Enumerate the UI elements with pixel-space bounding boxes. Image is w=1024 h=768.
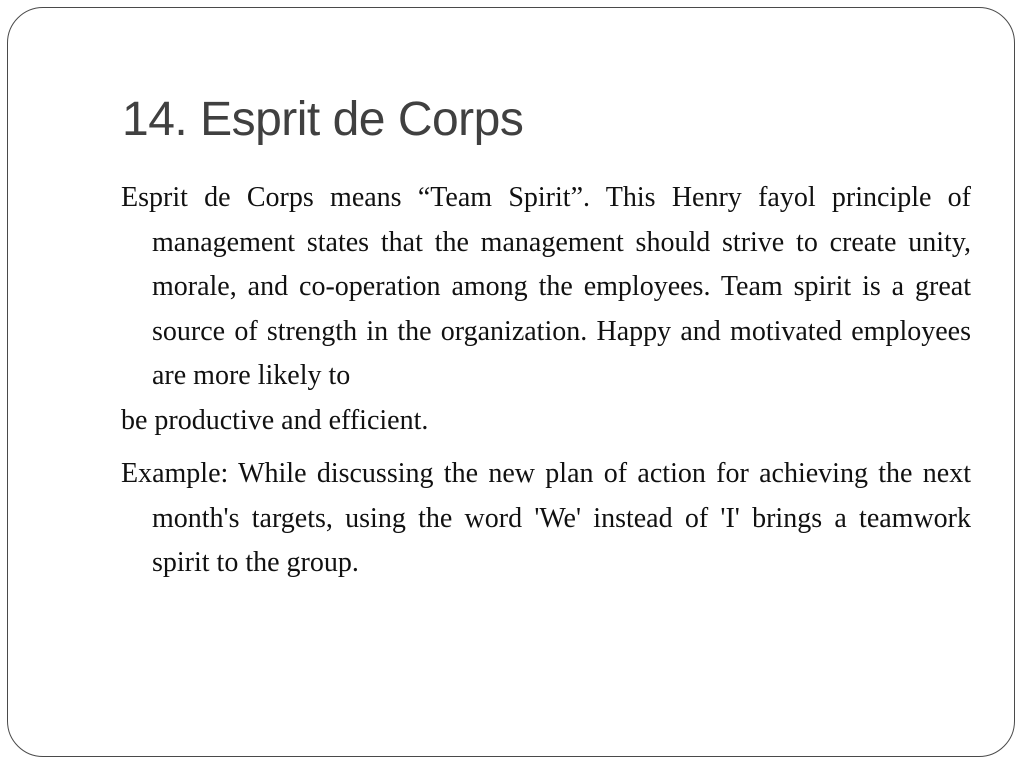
paragraph-text: Esprit de Corps means “Team Spirit”. This Henry fayol principle of management states that the management should strive to create unity, morale, and co-operation among the employees. Team spirit is a great source of strength in the organization. Happy and motivated employees are more likely to xyxy=(121,182,971,391)
paragraph-last-line: be productive and efficient. xyxy=(121,404,429,436)
body-paragraph-example xyxy=(121,452,971,586)
body-paragraph-definition xyxy=(121,176,971,443)
slide-frame xyxy=(7,7,1015,757)
slide-title: 14. Esprit de Corps xyxy=(122,93,524,146)
paragraph-text: Example: While discussing the new plan of action for achieving the next month's targets, using the word 'We' instead of 'I' brings a teamwork spirit to the group. xyxy=(121,458,971,578)
slide-body xyxy=(121,176,971,595)
